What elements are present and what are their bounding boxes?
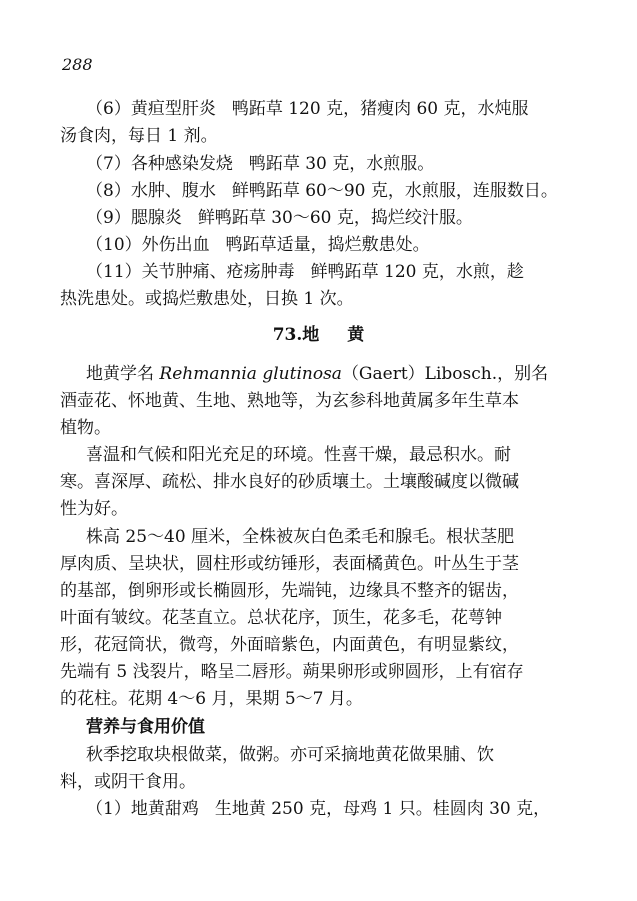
remedy-11-cont: 热洗患处。或捣烂敷患处，日换 1 次。 — [60, 289, 354, 309]
remedy-label: （9）腮腺炎 — [86, 208, 182, 228]
section-number: 73. — [272, 325, 303, 345]
remedy-text: 鸭跖草 120 克，猪瘦肉 60 克，水炖服 — [231, 99, 529, 119]
section-name-first: 地 — [302, 325, 320, 345]
remedy-label: （10）外伤出血 — [86, 235, 210, 255]
value-line-2: 料，或阴干食用。 — [60, 772, 196, 792]
intro-text-author: （Gaert）Libosch.，别名 — [341, 364, 549, 384]
morphology-line-6: 先端有 5 浅裂片，略呈二唇形。蒴果卵形或卵圆形，上有宿存 — [60, 662, 524, 682]
remedy-text: 鲜鸭跖草 120 克，水煎，趁 — [310, 262, 524, 282]
latin-name: Rehmannia glutinosa — [159, 364, 342, 384]
remedy-10 — [86, 234, 560, 256]
section-name-second: 黄 — [347, 325, 365, 345]
intro-line-3: 植物。 — [60, 418, 111, 438]
value-line-1: 秋季挖取块根做菜，做粥。亦可采摘地黄花做果脯、饮 — [86, 745, 494, 765]
morphology-line-5: 形，花冠筒状，微弯，外面暗紫色，内面黄色，有明显紫纹， — [60, 635, 519, 655]
remedy-label: （7）各种感染发烧 — [86, 154, 233, 174]
remedy-text: 鲜鸭跖草 60～90 克，水煎服，连服数日。 — [231, 181, 558, 201]
remedy-label: （11）关节肿痛、疮疡肿毒 — [86, 262, 295, 282]
remedy-7 — [86, 153, 560, 175]
remedy-text: 鸭跖草适量，捣烂敷患处。 — [225, 235, 430, 255]
remedy-label: （6）黄疸型肝炎 — [86, 99, 216, 119]
remedy-11 — [86, 261, 560, 283]
remedy-9 — [86, 207, 560, 229]
habitat-line-2: 寒。喜深厚、疏松、排水良好的砂质壤土。土壤酸碱度以微碱 — [60, 472, 519, 492]
remedy-8 — [86, 180, 560, 202]
remedy-6 — [86, 98, 560, 120]
morphology-line-3: 的基部，倒卵形或长椭圆形，先端钝，边缘具不整齐的锯齿， — [60, 581, 519, 601]
recipe-label: （1）地黄甜鸡 — [86, 799, 199, 819]
recipe-1 — [86, 798, 560, 820]
remedy-label: （8）水肿、腹水 — [86, 181, 216, 201]
habitat-line-1: 喜温和气候和阳光充足的环境。性喜干燥，最忌积水。耐 — [86, 445, 511, 465]
section-title — [0, 324, 637, 346]
intro-text: 地黄学名 — [86, 364, 160, 384]
morphology-line-1: 株高 25～40 厘米，全株被灰白色柔毛和腺毛。根状茎肥 — [86, 527, 515, 547]
intro-line-1 — [86, 363, 560, 385]
remedy-text: 鲜鸭跖草 30～60 克，捣烂绞汁服。 — [197, 208, 473, 228]
habitat-line-3: 性为好。 — [60, 499, 128, 519]
morphology-line-2: 厚肉质、呈块状，圆柱形或纺锤形，表面橘黄色。叶丛生于茎 — [60, 554, 519, 574]
page-number: 288 — [62, 55, 93, 74]
remedy-6-cont: 汤食肉，每日 1 剂。 — [60, 126, 218, 146]
morphology-line-4: 叶面有皱纹。花茎直立。总状花序，顶生，花多毛，花萼钟 — [60, 608, 502, 628]
intro-line-2: 酒壶花、怀地黄、生地、熟地等，为玄参科地黄属多年生草本 — [60, 391, 519, 411]
recipe-text: 生地黄 250 克，母鸡 1 只。桂圆肉 30 克， — [214, 799, 551, 819]
value-heading: 营养与食用价值 — [86, 717, 205, 737]
remedy-text: 鸭跖草 30 克，水煎服。 — [248, 154, 435, 174]
morphology-line-7: 的花柱。花期 4～6 月，果期 5～7 月。 — [60, 689, 363, 709]
